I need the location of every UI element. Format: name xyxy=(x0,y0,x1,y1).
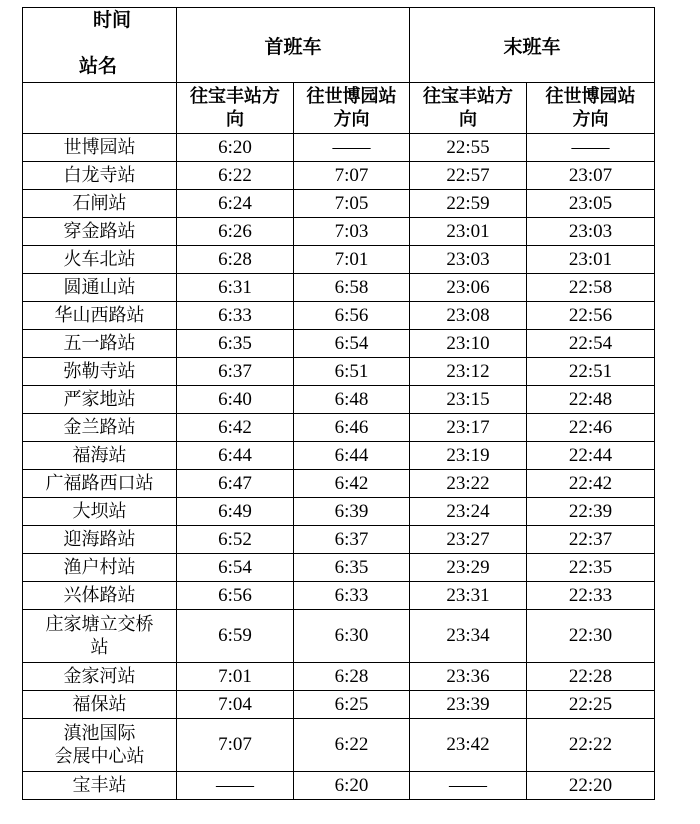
station-name-cell xyxy=(23,358,177,386)
last-train-to-shibo-time: 23:01 xyxy=(527,246,655,274)
last-train-to-shibo-time: 22:39 xyxy=(527,498,655,526)
dir-label: 往世博园站 方向 xyxy=(545,86,636,130)
first-train-to-shibo-time: 6:28 xyxy=(294,663,410,691)
station-name-cell xyxy=(23,330,177,358)
first-train-to-shibo-time: 6:54 xyxy=(294,330,410,358)
first-dir-baofeng-header xyxy=(177,83,294,134)
last-train-to-baofeng-time: 23:19 xyxy=(410,442,527,470)
station-name-cell xyxy=(23,246,177,274)
first-train-to-shibo-time: 6:22 xyxy=(294,719,410,772)
last-train-to-shibo-time: 22:22 xyxy=(527,719,655,772)
last-train-to-shibo-time: 22:35 xyxy=(527,554,655,582)
dir-label: 往宝丰站方 向 xyxy=(190,86,280,130)
first-train-to-shibo-time: 7:01 xyxy=(294,246,410,274)
table-row xyxy=(23,358,655,386)
station-name: 严家地站 xyxy=(63,389,136,410)
last-train-to-baofeng-time: 22:55 xyxy=(410,134,527,162)
station-name-cell xyxy=(23,442,177,470)
station-name: 石闸站 xyxy=(72,193,127,214)
last-train-to-shibo-time: —— xyxy=(527,134,655,162)
first-train-to-baofeng-time: 6:20 xyxy=(177,134,294,162)
last-train-to-baofeng-time: 23:24 xyxy=(410,498,527,526)
corner-label-station: 站名 xyxy=(79,55,118,77)
station-name-cell xyxy=(23,162,177,190)
last-train-to-baofeng-time: 23:06 xyxy=(410,274,527,302)
station-name: 兴体路站 xyxy=(63,585,136,606)
station-name: 五一路站 xyxy=(63,333,136,354)
table-row xyxy=(23,190,655,218)
station-name-cell xyxy=(23,386,177,414)
table-row xyxy=(23,554,655,582)
last-train-to-baofeng-time: 23:22 xyxy=(410,470,527,498)
last-train-to-baofeng-time: 23:08 xyxy=(410,302,527,330)
last-train-to-baofeng-time: 22:59 xyxy=(410,190,527,218)
last-train-to-shibo-time: 22:54 xyxy=(527,330,655,358)
header-row-groups xyxy=(23,8,655,83)
station-name: 白龙寺站 xyxy=(63,165,136,186)
table-row xyxy=(23,610,655,663)
table-row xyxy=(23,134,655,162)
station-name-cell xyxy=(23,414,177,442)
station-name: 广福路西口站 xyxy=(45,473,154,494)
first-train-to-shibo-time: 6:33 xyxy=(294,582,410,610)
station-name-cell xyxy=(23,719,177,772)
first-train-to-baofeng-time: 6:54 xyxy=(177,554,294,582)
last-train-to-shibo-time: 22:46 xyxy=(527,414,655,442)
last-train-to-shibo-time: 22:20 xyxy=(527,772,655,800)
dir-label: 往世博园站 方向 xyxy=(306,86,397,130)
station-name: 穿金路站 xyxy=(63,221,136,242)
last-train-to-shibo-time: 22:25 xyxy=(527,691,655,719)
last-train-to-shibo-time: 22:58 xyxy=(527,274,655,302)
first-train-to-baofeng-time: 6:26 xyxy=(177,218,294,246)
last-train-to-baofeng-time: 23:27 xyxy=(410,526,527,554)
station-name-cell xyxy=(23,302,177,330)
table-row xyxy=(23,442,655,470)
last-train-header: 末班车 xyxy=(410,8,655,83)
last-train-to-baofeng-time: 23:34 xyxy=(410,610,527,663)
last-train-to-shibo-time: 22:33 xyxy=(527,582,655,610)
first-train-to-baofeng-time: 6:35 xyxy=(177,330,294,358)
station-name-cell xyxy=(23,691,177,719)
table-row xyxy=(23,330,655,358)
last-train-to-baofeng-time: 22:57 xyxy=(410,162,527,190)
station-name: 迎海路站 xyxy=(63,529,136,550)
last-train-to-baofeng-time: 23:17 xyxy=(410,414,527,442)
empty-header-cell xyxy=(23,83,177,134)
first-train-to-baofeng-time: 6:59 xyxy=(177,610,294,663)
table-row xyxy=(23,414,655,442)
table-row xyxy=(23,218,655,246)
first-train-to-baofeng-time: 6:44 xyxy=(177,442,294,470)
table-row xyxy=(23,386,655,414)
station-name: 庄家塘立交桥 站 xyxy=(45,614,154,658)
first-train-to-shibo-time: 6:39 xyxy=(294,498,410,526)
last-train-to-shibo-time: 23:03 xyxy=(527,218,655,246)
table-row xyxy=(23,691,655,719)
first-train-to-shibo-time: 6:44 xyxy=(294,442,410,470)
table-row xyxy=(23,526,655,554)
header-row-directions xyxy=(23,83,655,134)
first-train-to-shibo-time: 6:58 xyxy=(294,274,410,302)
first-train-to-shibo-time: 6:46 xyxy=(294,414,410,442)
station-name-cell xyxy=(23,526,177,554)
first-train-to-shibo-time: 6:56 xyxy=(294,302,410,330)
last-train-to-shibo-time: 23:05 xyxy=(527,190,655,218)
last-train-to-baofeng-time: 23:03 xyxy=(410,246,527,274)
last-train-to-baofeng-time: 23:31 xyxy=(410,582,527,610)
last-train-to-baofeng-time: 23:15 xyxy=(410,386,527,414)
first-dir-shibo-header xyxy=(294,83,410,134)
first-train-to-shibo-time: 7:05 xyxy=(294,190,410,218)
station-name-cell xyxy=(23,470,177,498)
station-name: 宝丰站 xyxy=(72,775,127,796)
first-train-to-shibo-time: 6:51 xyxy=(294,358,410,386)
first-train-to-baofeng-time: 6:42 xyxy=(177,414,294,442)
last-train-to-shibo-time: 22:51 xyxy=(527,358,655,386)
table-row xyxy=(23,582,655,610)
corner-header-cell xyxy=(23,8,177,83)
table-row xyxy=(23,719,655,772)
station-name: 世博园站 xyxy=(63,137,136,158)
first-train-to-shibo-time: 7:07 xyxy=(294,162,410,190)
last-train-to-baofeng-time: 23:29 xyxy=(410,554,527,582)
table-row xyxy=(23,470,655,498)
last-train-to-shibo-time: 22:37 xyxy=(527,526,655,554)
first-train-to-shibo-time: 6:30 xyxy=(294,610,410,663)
first-train-to-baofeng-time: 6:47 xyxy=(177,470,294,498)
corner-label-time: 时间 xyxy=(93,9,132,31)
table-row xyxy=(23,246,655,274)
station-name: 火车北站 xyxy=(63,249,136,270)
first-train-to-baofeng-time: 6:40 xyxy=(177,386,294,414)
first-train-to-baofeng-time: 6:22 xyxy=(177,162,294,190)
station-name-cell xyxy=(23,554,177,582)
dir-label: 往宝丰站方 向 xyxy=(423,86,514,130)
station-name-cell xyxy=(23,663,177,691)
first-train-to-shibo-time: 6:42 xyxy=(294,470,410,498)
table-row xyxy=(23,663,655,691)
table-row xyxy=(23,162,655,190)
last-train-to-shibo-time: 22:56 xyxy=(527,302,655,330)
station-name: 金兰路站 xyxy=(63,417,136,438)
station-name: 渔户村站 xyxy=(63,557,136,578)
station-name-cell xyxy=(23,134,177,162)
first-train-to-shibo-time: 6:48 xyxy=(294,386,410,414)
first-train-to-baofeng-time: 6:33 xyxy=(177,302,294,330)
first-train-to-baofeng-time: 6:28 xyxy=(177,246,294,274)
first-train-to-baofeng-time: 7:07 xyxy=(177,719,294,772)
last-train-to-baofeng-time: 23:10 xyxy=(410,330,527,358)
station-name-cell xyxy=(23,610,177,663)
last-train-to-shibo-time: 22:42 xyxy=(527,470,655,498)
last-train-to-baofeng-time: 23:39 xyxy=(410,691,527,719)
first-train-to-baofeng-time: 6:49 xyxy=(177,498,294,526)
first-train-to-baofeng-time: 7:01 xyxy=(177,663,294,691)
last-train-to-baofeng-time: 23:01 xyxy=(410,218,527,246)
last-dir-baofeng-header xyxy=(410,83,527,134)
metro-timetable xyxy=(22,7,655,800)
station-name: 大坝站 xyxy=(72,501,127,522)
first-train-to-shibo-time: 6:20 xyxy=(294,772,410,800)
station-name-cell xyxy=(23,274,177,302)
first-train-to-shibo-time: 6:25 xyxy=(294,691,410,719)
station-name: 华山西路站 xyxy=(54,305,145,326)
table-row xyxy=(23,772,655,800)
first-train-to-baofeng-time: —— xyxy=(177,772,294,800)
station-name: 福海站 xyxy=(72,445,127,466)
last-train-to-shibo-time: 22:48 xyxy=(527,386,655,414)
first-train-to-baofeng-time: 6:52 xyxy=(177,526,294,554)
first-train-to-shibo-time: —— xyxy=(294,134,410,162)
first-train-to-shibo-time: 6:35 xyxy=(294,554,410,582)
first-train-to-baofeng-time: 6:31 xyxy=(177,274,294,302)
last-train-to-baofeng-time: 23:42 xyxy=(410,719,527,772)
station-name: 圆通山站 xyxy=(63,277,136,298)
station-name: 滇池国际 会展中心站 xyxy=(54,723,145,767)
station-name-cell xyxy=(23,582,177,610)
station-name-cell xyxy=(23,218,177,246)
first-train-header: 首班车 xyxy=(177,8,410,83)
station-name-cell xyxy=(23,498,177,526)
station-name-cell xyxy=(23,190,177,218)
station-name: 弥勒寺站 xyxy=(63,361,136,382)
first-train-to-baofeng-time: 6:56 xyxy=(177,582,294,610)
station-name: 金家河站 xyxy=(63,666,136,687)
last-train-to-shibo-time: 22:30 xyxy=(527,610,655,663)
station-name: 福保站 xyxy=(72,694,127,715)
first-train-to-baofeng-time: 6:37 xyxy=(177,358,294,386)
first-train-to-shibo-time: 6:37 xyxy=(294,526,410,554)
table-row xyxy=(23,498,655,526)
last-train-to-baofeng-time: —— xyxy=(410,772,527,800)
last-train-to-shibo-time: 23:07 xyxy=(527,162,655,190)
first-train-to-baofeng-time: 6:24 xyxy=(177,190,294,218)
last-train-to-shibo-time: 22:44 xyxy=(527,442,655,470)
last-dir-shibo-header xyxy=(527,83,655,134)
last-train-to-baofeng-time: 23:12 xyxy=(410,358,527,386)
table-row xyxy=(23,274,655,302)
last-train-to-shibo-time: 22:28 xyxy=(527,663,655,691)
first-train-to-baofeng-time: 7:04 xyxy=(177,691,294,719)
first-train-to-shibo-time: 7:03 xyxy=(294,218,410,246)
station-name-cell xyxy=(23,772,177,800)
table-row xyxy=(23,302,655,330)
last-train-to-baofeng-time: 23:36 xyxy=(410,663,527,691)
